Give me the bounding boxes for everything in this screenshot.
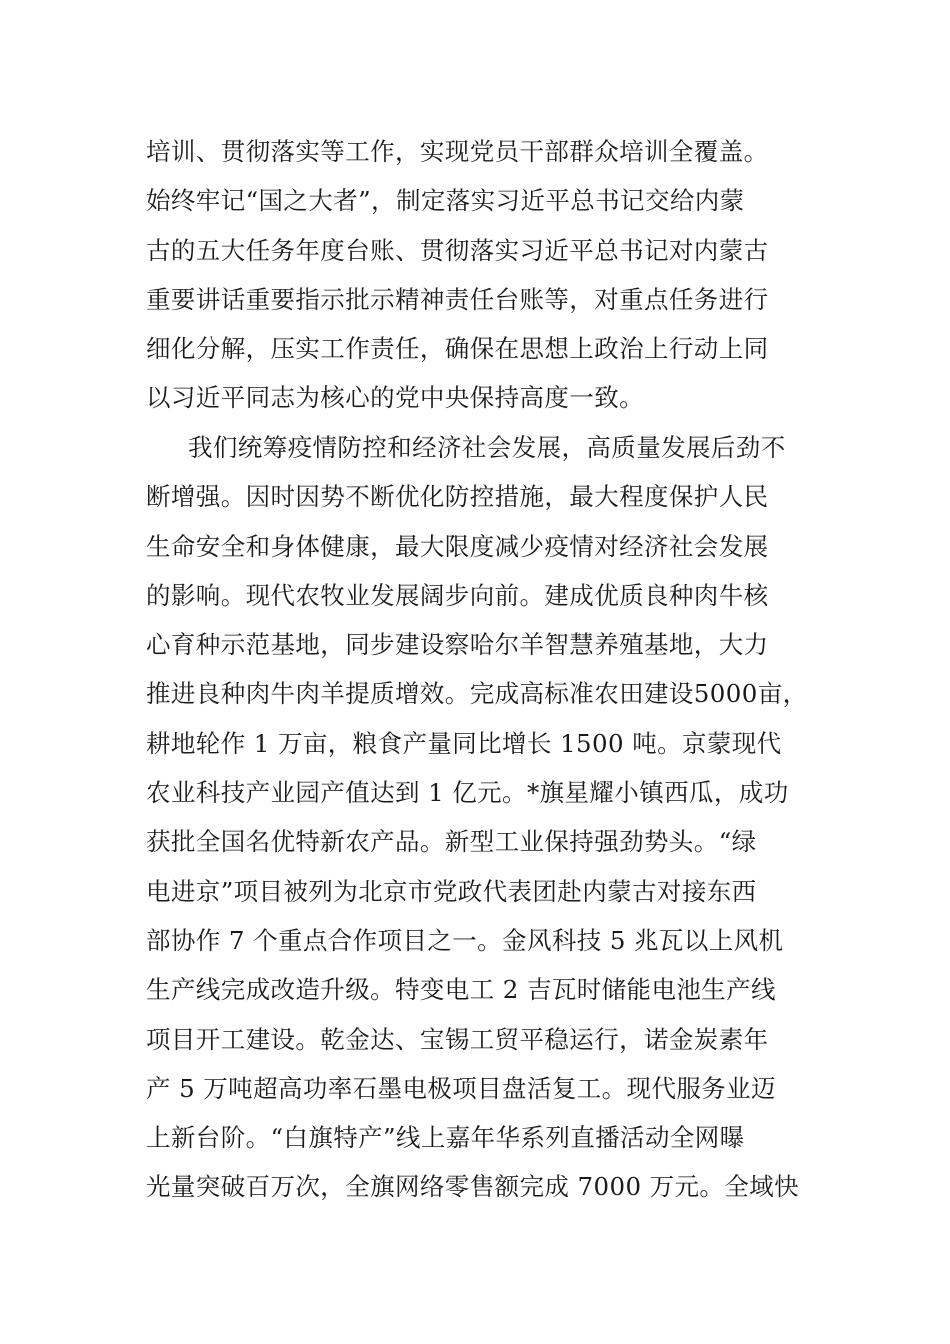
paragraph-line: 的影响。现代农牧业发展阔步向前。建成优质良种肉牛核 [146,580,769,610]
paragraph-line: 心育种示范基地，同步建设察哈尔羊智慧养殖基地，大力 [146,630,769,660]
paragraph-line: 部协作 7 个重点合作项目之一。金风科技 5 兆瓦以上风机 [146,925,784,955]
paragraph-line: 我们统筹疫情防控和经济社会发展，高质量发展后劲不 [188,433,786,462]
paragraph-line: 生命安全和身体健康，最大限度减少疫情对经济社会发展 [146,531,769,561]
paragraph-2 [146,423,826,1212]
paragraph-line: 断增强。因时因势不断优化防控措施，最大程度保护人民 [146,482,769,512]
paragraph-line: 细化分解，压实工作责任，确保在思想上政治上行动上同 [146,334,769,364]
paragraph-line: 推进良种肉牛肉羊提质增效。完成高标准农田建设5000亩， [146,679,808,709]
paragraph-line: 产 5 万吨超高功率石墨电极项目盘活复工。现代服务业迈 [146,1073,776,1103]
paragraph-line: 生产线完成改造升级。特变电工 2 吉瓦时储能电池生产线 [146,975,776,1005]
paragraph-line: 重要讲话重要指示批示精神责任台账等，对重点任务进行 [146,284,769,314]
paragraph-line: 始终牢记“国之大者”，制定落实习近平总书记交给内蒙 [146,186,745,216]
paragraph-line: 农业科技产业园产值达到 1 亿元。*旗星耀小镇西瓜，成功 [146,778,789,808]
paragraph-line: 电进京”项目被列为北京市党政代表团赴内蒙古对接东西 [146,876,757,906]
paragraph-line: 以习近平同志为核心的党中央保持高度一致。 [146,383,644,413]
paragraph-line: 古的五大任务年度台账、贯彻落实习近平总书记对内蒙古 [146,235,769,265]
paragraph-line: 培训、贯彻落实等工作，实现党员干部群众培训全覆盖。 [146,137,769,166]
paragraph-line: 项目开工建设。乾金达、宝锡工贸平稳运行，诺金炭素年 [146,1024,769,1054]
paragraph-1 [146,127,826,423]
paragraph-line: 上新台阶。“白旗特产”线上嘉年华系列直播活动全网曝 [146,1123,745,1153]
paragraph-line: 获批全国名优特新农产品。新型工业保持强劲势头。“绿 [146,827,757,857]
paragraph-line: 光量突破百万次，全旗网络零售额完成 7000 万元。全域快 [146,1172,800,1202]
paragraph-line: 耕地轮作 1 万亩，粮食产量同比增长 1500 吨。京蒙现代 [146,728,782,758]
